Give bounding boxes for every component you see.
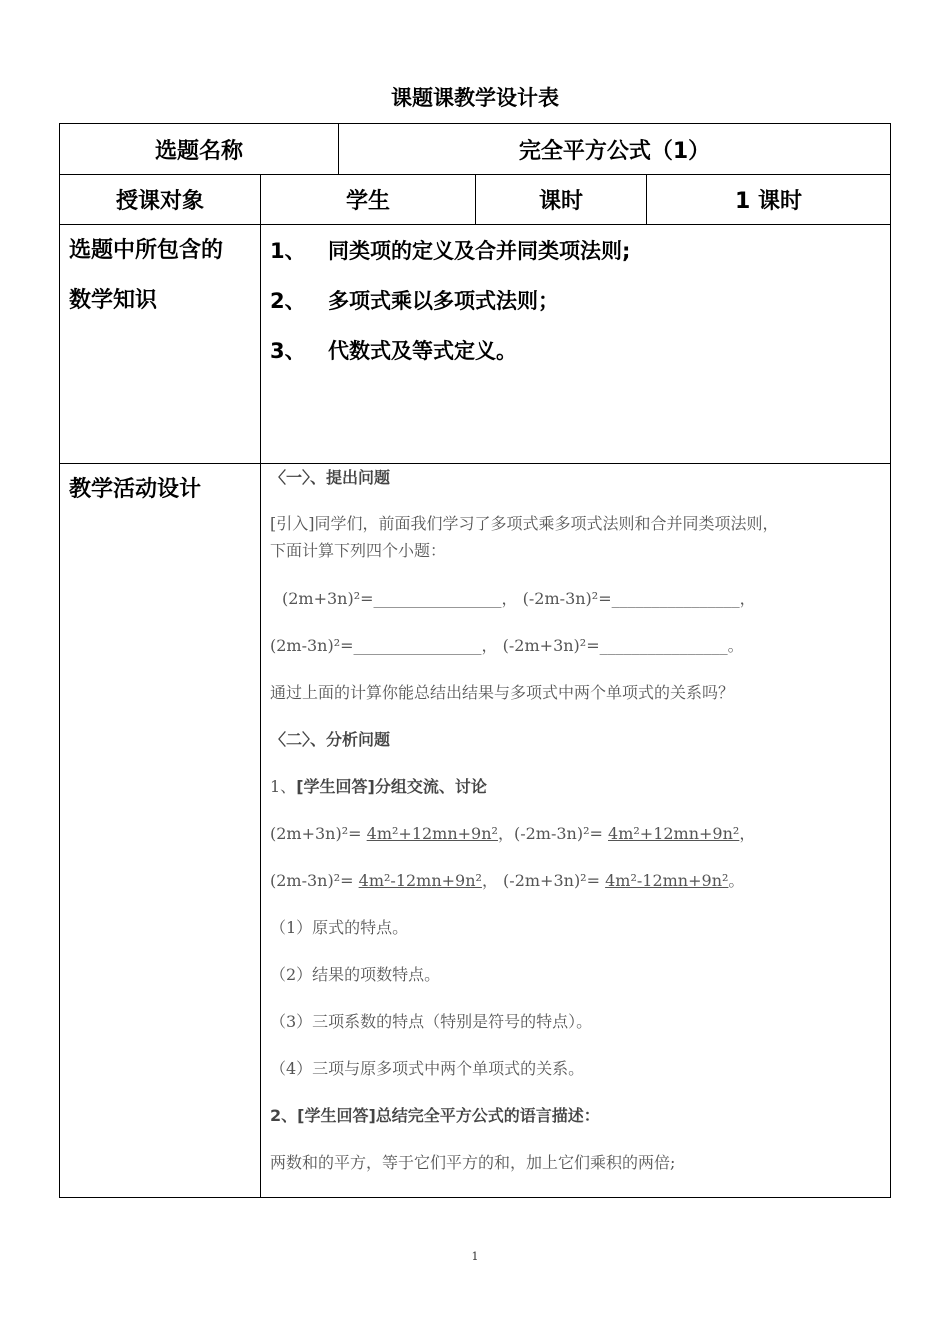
knowledge-label-line2: 数学知识 xyxy=(69,288,158,313)
row-divider xyxy=(60,463,890,464)
audience-label: 授课对象 xyxy=(115,189,204,214)
document-title: 课题课教学设计表 xyxy=(391,86,559,110)
knowledge-item-text: 同类项的定义及合并同类项法则; xyxy=(328,239,631,263)
formula-statement: 两数和的平方，等于它们平方的和，加上它们乘积的两倍; xyxy=(270,1153,676,1172)
step-one xyxy=(270,774,880,797)
exercise-b: (-2m-3n)²= xyxy=(522,589,612,608)
answer-a-lhs: (2m+3n)²= xyxy=(270,824,362,843)
exercise-blank: ________________ xyxy=(373,589,502,608)
knowledge-label-line1: 选题中所包含的 xyxy=(69,238,224,263)
activity-label: 教学活动设计 xyxy=(69,477,202,502)
exercise-row-2 xyxy=(270,633,880,656)
answer-b-lhs: (-2m-3n)²= xyxy=(513,824,603,843)
knowledge-item xyxy=(270,326,880,376)
knowledge-item-text: 多项式乘以多项式法则； xyxy=(328,289,559,313)
exercise-blank: ________________ xyxy=(611,589,740,608)
page-number: 1 xyxy=(471,1250,479,1263)
answer-d-lhs: (-2m+3n)²= xyxy=(503,871,600,890)
answer-a-rhs: 4m²+12mn+9n² xyxy=(366,824,498,843)
knowledge-item-text: 代数式及等式定义。 xyxy=(328,339,517,363)
period-label: 课时 xyxy=(538,189,583,214)
analysis-point: （2）结果的项数特点。 xyxy=(270,965,441,984)
intro-line-2: 下面计算下列四个小题： xyxy=(270,541,447,560)
step-two: 2、[学生回答]总结完全平方公式的语言描述： xyxy=(270,1106,600,1125)
knowledge-list xyxy=(270,226,880,376)
audience-value: 学生 xyxy=(345,189,390,214)
analysis-point: （1）原式的特点。 xyxy=(270,918,409,937)
exercise-c: (2m-3n)²= xyxy=(270,636,354,655)
exercise-d: (-2m+3n)²= xyxy=(502,636,600,655)
knowledge-item-number: 3、 xyxy=(270,339,306,363)
guiding-question: 通过上面的计算你能总结出结果与多项式中两个单项式的关系吗？ xyxy=(270,683,735,702)
answer-d-rhs: 4m²-12mn+9n² xyxy=(605,871,729,890)
step-one-text: [学生回答]分组交流、讨论 xyxy=(296,777,487,796)
comma: ， xyxy=(739,589,756,608)
answer-c-rhs: 4m²-12mn+9n² xyxy=(358,871,482,890)
knowledge-item xyxy=(270,276,880,326)
lesson-design-table xyxy=(59,123,891,1198)
row-divider xyxy=(60,224,890,225)
knowledge-item-number: 2、 xyxy=(270,289,306,313)
answer-row-2: (2m-3n)²= 4m²-12mn+9n²， (-2m+3n)²= 4m²-12mn+9n²。 xyxy=(270,871,745,890)
section-one-title: 〈一〉、提出问题 xyxy=(270,468,391,487)
exercise-blank: ________________ xyxy=(353,636,482,655)
comma: ， xyxy=(501,589,518,608)
answer-row-1: (2m+3n)²= 4m²+12mn+9n²，(-2m-3n)²= 4m²+12mn+9n²， xyxy=(270,824,756,843)
column-divider xyxy=(260,174,261,1198)
intro-line-1: [引入]同学们，前面我们学习了多项式乘多项式法则和合并同类项法则， xyxy=(270,514,779,533)
exercise-a: (2m+3n)²= xyxy=(282,589,374,608)
exercise-row-1 xyxy=(282,586,892,609)
step-one-number: 1、 xyxy=(270,777,297,796)
analysis-point: （4）三项与原多项式中两个单项式的关系。 xyxy=(270,1059,585,1078)
section-two-title: 〈二〉、分析问题 xyxy=(270,730,391,749)
topic-name-value: 完全平方公式（1） xyxy=(518,138,711,164)
period: 。 xyxy=(727,636,744,655)
knowledge-item-number: 1、 xyxy=(270,239,306,263)
period-value: 1 课时 xyxy=(735,189,802,214)
knowledge-item xyxy=(270,226,880,276)
exercise-blank: ________________ xyxy=(599,636,728,655)
analysis-point: （3）三项系数的特点（特别是符号的特点）。 xyxy=(270,1012,593,1031)
comma: ， xyxy=(481,636,498,655)
knowledge-label xyxy=(60,226,260,326)
answer-b-rhs: 4m²+12mn+9n² xyxy=(608,824,740,843)
topic-name-label: 选题名称 xyxy=(154,138,243,164)
answer-c-lhs: (2m-3n)²= xyxy=(270,871,354,890)
